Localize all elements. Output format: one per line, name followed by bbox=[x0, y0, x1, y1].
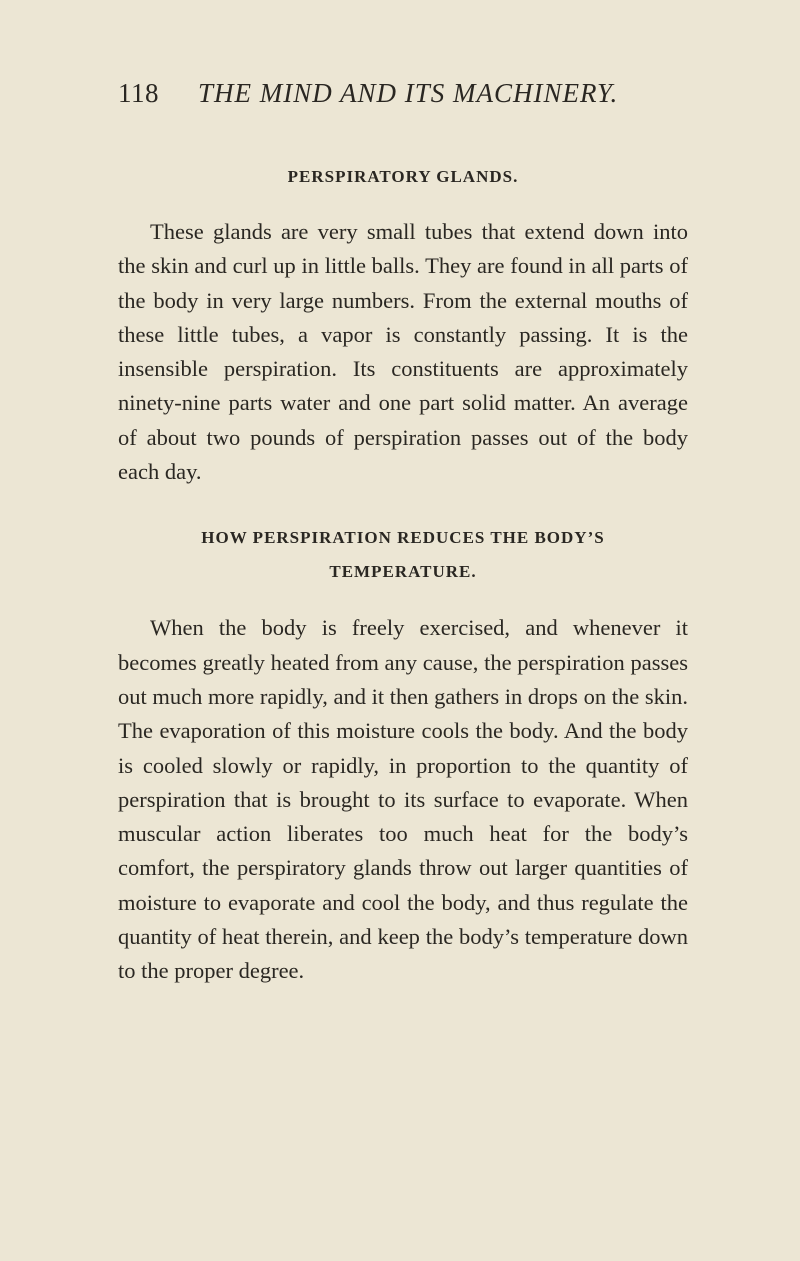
paragraph-perspiratory-glands: These glands are very small tubes that extend down into the skin and curl up in little balls. They are found in all parts of the body in very large numbers. From the external mouths of these little tubes, a vapor is constantly passing. It is the insensible perspiration. Its constituents are approximately ninety-nine parts water and one part solid matter. An average of about two pounds of perspiration passes out of the body each day. bbox=[118, 219, 688, 485]
heading-line-2: TEMPERATURE. bbox=[329, 562, 477, 582]
running-head bbox=[118, 78, 718, 118]
section-heading-perspiration-temperature bbox=[118, 521, 688, 589]
section-heading-perspiratory-glands: PERSPIRATORY GLANDS. bbox=[287, 167, 519, 186]
heading-line-1: HOW PERSPIRATION REDUCES THE BODY’S bbox=[201, 528, 605, 548]
page-body bbox=[118, 165, 688, 989]
running-title: THE MIND AND ITS MACHINERY. bbox=[198, 78, 619, 108]
page-number: 118 bbox=[118, 78, 159, 108]
paragraph-perspiration-temperature: When the body is freely exercised, and whenever it becomes greatly heated from any cause, the perspiration passes out much more rapidly, and it then gathers in drops on the skin. The evaporation of this moisture cools the body. And the body is cooled slowly or rapidly, in proportion to the quantity of perspiration that is brought to its surface to evaporate. When muscular action liberates too much heat for the body’s comfort, the perspiratory glands throw out larger quantities of moisture to evaporate and cool the body, and thus regulate the quantity of heat therein, and keep the body’s temperature down to the proper degree. bbox=[118, 615, 688, 984]
